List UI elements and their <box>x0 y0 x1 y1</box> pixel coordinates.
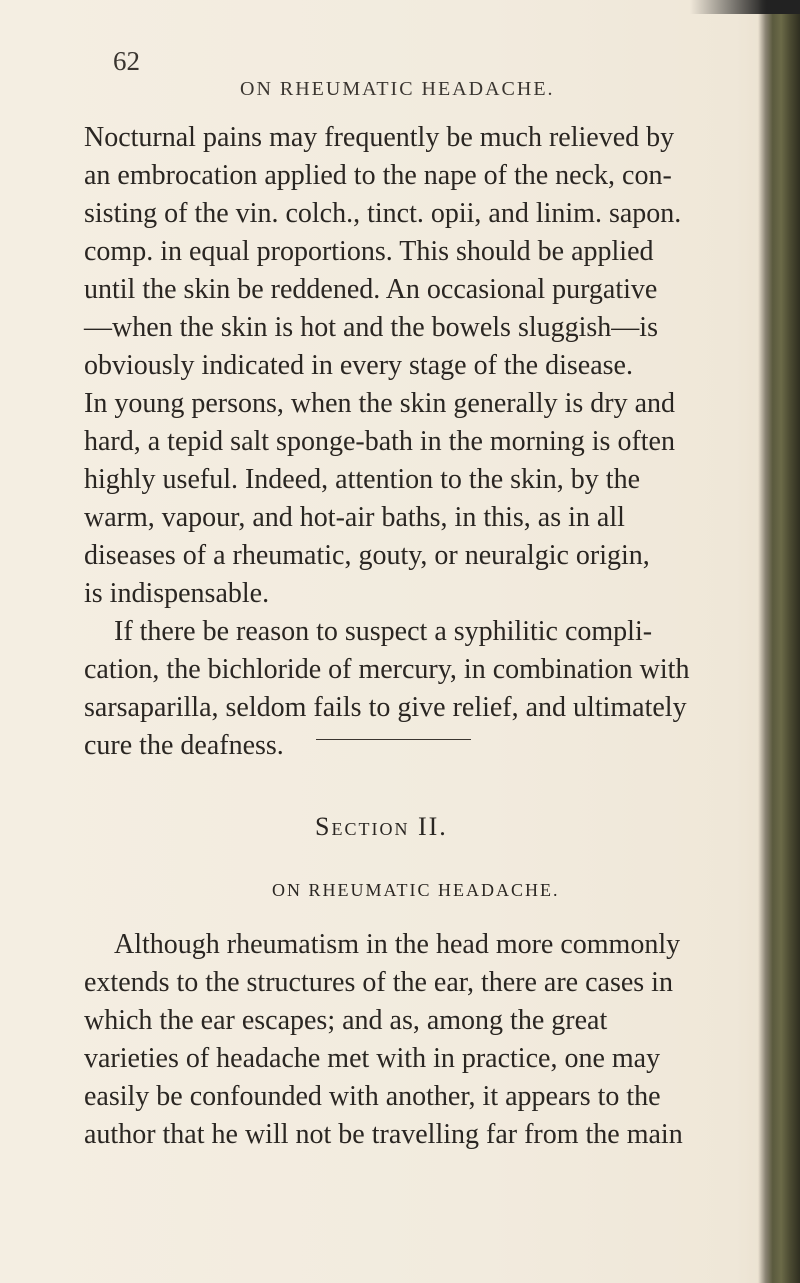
text-line: diseases of a rheumatic, gouty, or neuralgic origin, <box>84 540 650 571</box>
text-line: Nocturnal pains may frequently be much relieved by <box>84 122 675 153</box>
text-line: extends to the structures of the ear, there are cases in <box>84 967 673 998</box>
text-line: Although rheumatism in the head more commonly <box>114 929 681 960</box>
text-line: If there be reason to suspect a syphilitic compli- <box>114 616 653 647</box>
section-heading: Section II. <box>315 812 448 841</box>
page-number: 62 <box>113 46 140 76</box>
text-line: varieties of headache met with in practice, one may <box>84 1043 661 1074</box>
running-head: ON RHEUMATIC HEADACHE. <box>240 78 555 100</box>
text-line: an embrocation applied to the nape of the neck, con- <box>84 160 672 191</box>
text-line: highly useful. Indeed, attention to the skin, by the <box>84 464 641 495</box>
text-line: is indispensable. <box>84 578 270 609</box>
text-line: warm, vapour, and hot-air baths, in this, as in all <box>84 502 625 533</box>
page-corner-shadow <box>690 0 800 14</box>
text-line: easily be confounded with another, it appears to the <box>84 1081 661 1112</box>
text-line: hard, a tepid salt sponge-bath in the morning is often <box>84 426 675 457</box>
text-line: sisting of the vin. colch., tinct. opii, and linim. sapon. <box>84 198 682 229</box>
text-line: obviously indicated in every stage of the disease. <box>84 350 633 381</box>
text-line: In young persons, when the skin generally is dry and <box>84 388 675 419</box>
text-line: cation, the bichloride of mercury, in combination with <box>84 654 690 685</box>
text-line: until the skin be reddened. An occasional purgative <box>84 274 658 305</box>
text-line: author that he will not be travelling far from the main <box>84 1119 683 1150</box>
text-line: which the ear escapes; and as, among the great <box>84 1005 608 1036</box>
text-line: sarsaparilla, seldom fails to give relief, and ultimately <box>84 692 687 723</box>
text-line: —when the skin is hot and the bowels sluggish—is <box>84 312 658 343</box>
section-subheading: ON RHEUMATIC HEADACHE. <box>272 880 560 900</box>
text-line: cure the deafness. <box>84 730 284 761</box>
text-line: comp. in equal proportions. This should be applied <box>84 236 654 267</box>
section-divider <box>316 739 471 740</box>
binding-edge <box>758 0 800 1283</box>
